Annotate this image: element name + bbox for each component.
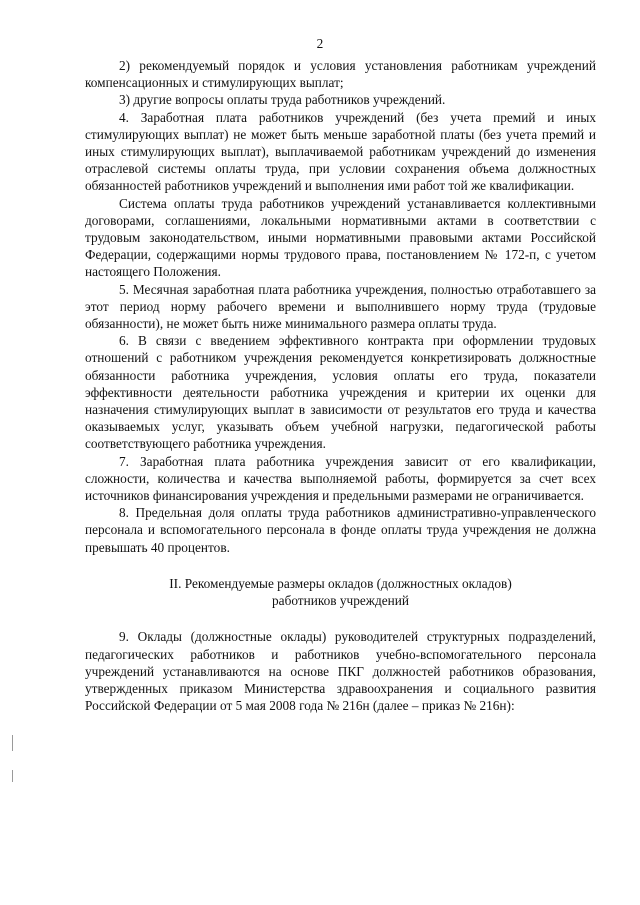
paragraph: 8. Предельная доля оплаты труда работников административно-управленческого персонала и вспомогательного персонала в фонде оплаты труда учреждения не должна превышать 40 процентов.	[85, 505, 596, 555]
section-heading: II. Рекомендуемые размеры окладов (должностных окладов)	[169, 575, 512, 591]
paragraph-9: 9. Оклады (должностные оклады) руководителей структурных подразделений, педагогических работников и работников учебно-вспомогательного персонала учреждений устанавливаются на основе ПКГ должностей работников образования, утвержденных приказом Министерства здравоохранения и социального развития Российской Федерации от 5 мая 2008 года № 216н (далее – приказ № 216н):	[85, 629, 596, 714]
paragraph: 3) другие вопросы оплаты труда работников учреждений.	[119, 92, 446, 108]
section-heading-line2: работников учреждений	[272, 593, 409, 609]
spacer	[85, 609, 596, 628]
paragraph: 6. В связи с введением эффективного контракта при оформлении трудовых отношений с работником учреждения рекомендуется конкретизировать должностные обязанности работника учреждения, условия оплаты его труда, показатели эффективности деятельности работника учреждения и критерии их оценки для назначения стимулирующих выплат в зависимости от результатов его труда и качества оказываемых услуг, указывать объем учебной нагрузки, педагогической работы соответствующего работника учреждения.	[85, 333, 596, 452]
paragraph: 2) рекомендуемый порядок и условия установления работникам учреждений компенсационных и стимулирующих выплат;	[85, 58, 596, 91]
page-number: 2	[316, 36, 324, 51]
spacer	[85, 556, 596, 575]
paragraph: 4. Заработная плата работников учреждений (без учета премий и иных стимулирующих выплат) не может быть меньше заработной платы (без учета премий и иных стимулирующих выплат), выплачиваемой работникам учреждений до изменения отраслевой системы оплаты труда, при условии сохранения объема должностных обязанностей работников учреждений и выполнения ими работ той же квалификации.	[85, 109, 596, 194]
scan-margin-mark	[12, 735, 13, 751]
document-body	[85, 57, 596, 714]
paragraph: 5. Месячная заработная плата работника учреждения, полностью отработавшего за этот период норму рабочего времени и выполнившего норму труда (трудовые обязанности), не может быть ниже минимального размера оплаты труда.	[85, 281, 596, 332]
paragraph: 7. Заработная плата работника учреждения зависит от его квалификации, сложности, количества и качества выполняемой работы, формируется за счет всех источников финансирования учреждения и предельными размерами не ограничивается.	[85, 453, 596, 504]
paragraph: Система оплаты труда работников учреждений устанавливается коллективными договорами, соглашениями, локальными нормативными актами в соответствии с трудовым законодательством, иными нормативными правовыми актами Российской Федерации, содержащими нормы трудового права, постановлением № 172-п, с учетом настоящего Положения.	[85, 195, 596, 280]
scan-margin-mark	[12, 770, 13, 782]
